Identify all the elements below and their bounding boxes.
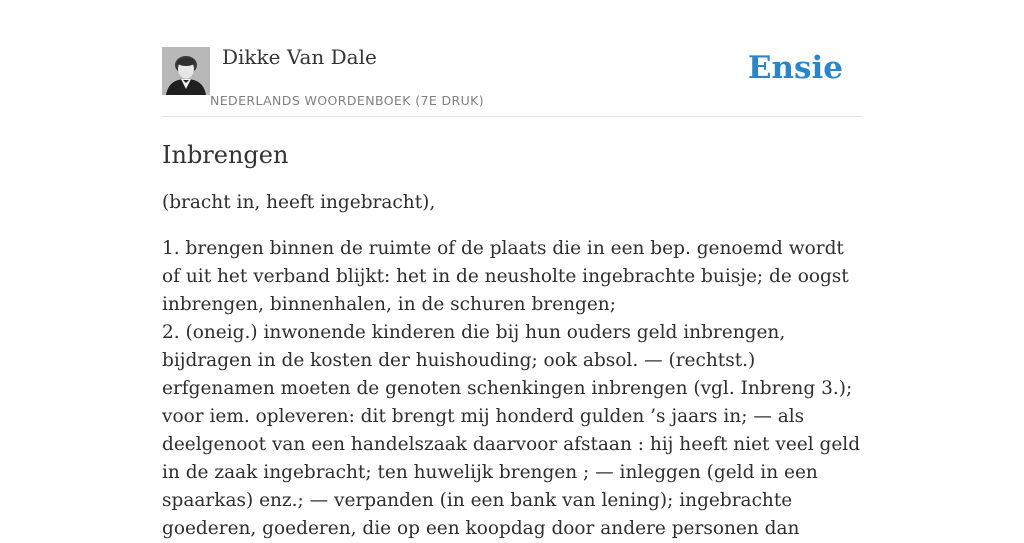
header	[162, 0, 862, 117]
author-name[interactable]: Dikke Van Dale	[222, 45, 377, 69]
brand-logo[interactable]: Ensie	[747, 50, 843, 86]
grammar-note: (bracht in, heeft ingebracht),	[162, 192, 436, 213]
definition-text	[162, 235, 862, 543]
entry-content	[162, 137, 862, 543]
definition-item: 1. brengen binnen de ruimte of de plaats die in een bep. genoemd wordt of uit het verband blijkt: het in de neusholte ingebrachte buisje; de oogst inbrengen, binnenhalen, in de schuren brengen;	[162, 238, 849, 315]
definition-item: 2. (oneig.) inwonende kinderen die bij hun ouders geld inbrengen, bijdragen in de kosten der huishouding; ook absol. — (rechtst.) erfgenamen moeten de genoten schenkingen inbrengen (vgl. Inbreng 3.); voor iem. opleveren: dit brengt mij honderd gulden ’s jaars in; — als deelgenoot van een handelszaak daarvoor afstaan : hij heeft niet veel geld in de zaak ingebracht; ten huwelijk brengen ; — inleggen (geld in een spaarkas) enz.; — verpanden (in een bank van lening); ingebrachte goederen, goederen, die op een koopdag door andere personen dan	[162, 322, 861, 539]
portrait-icon	[162, 47, 210, 95]
author-avatar[interactable]	[162, 47, 210, 95]
source-subtitle[interactable]: NEDERLANDS WOORDENBOEK (7E DRUK)	[210, 93, 485, 108]
entry-title: Inbrengen	[162, 141, 289, 169]
